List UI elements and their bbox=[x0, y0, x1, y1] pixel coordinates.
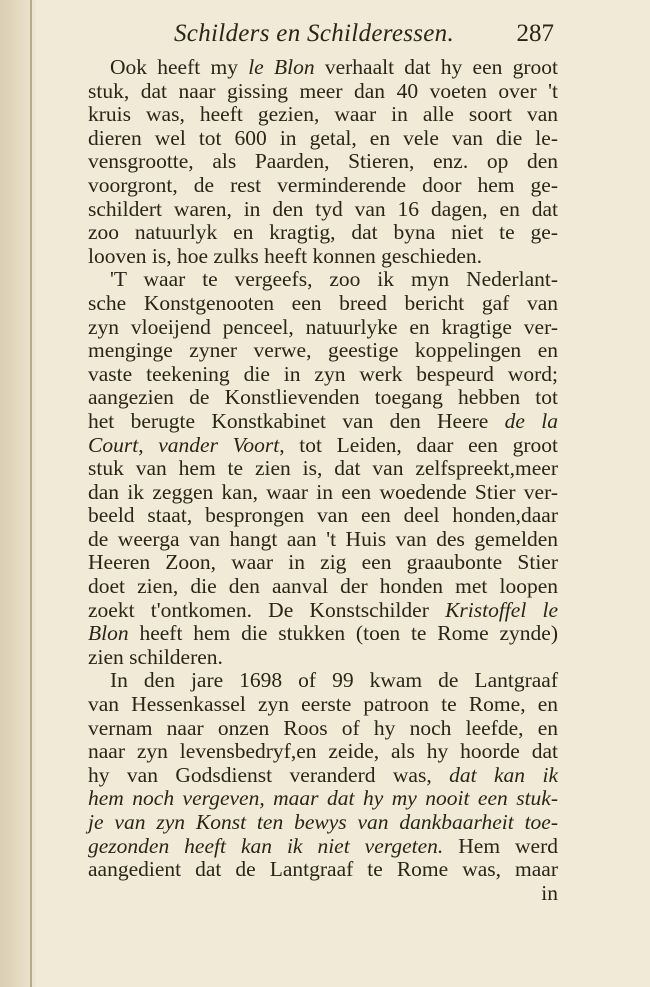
text-line bbox=[88, 434, 558, 458]
text-run: sche Konstgenooten een breed bericht gaf van bbox=[88, 290, 558, 315]
text-line bbox=[88, 56, 558, 80]
text-run: stuk van hem te zien is, dat van zelfspreekt,meer bbox=[88, 456, 558, 481]
text-line bbox=[88, 858, 558, 882]
text-line bbox=[88, 245, 558, 269]
text-line bbox=[88, 457, 558, 481]
text-line bbox=[88, 575, 558, 599]
text-run: zoekt t'ontkomen. De Konstschilder bbox=[88, 597, 446, 622]
text-line bbox=[88, 174, 558, 198]
text-run: van Hessenkassel zyn eerste patroon te Rome, en bbox=[88, 692, 558, 717]
text-run: het berugte Konstkabinet van den Heere bbox=[88, 408, 505, 433]
text-line bbox=[88, 835, 558, 859]
text-run: aangedient dat de Lantgraaf te Rome was, maar bbox=[88, 857, 558, 882]
text-run: , tot Leiden, daar een groot bbox=[279, 432, 559, 457]
italic-run: Kristoffel le bbox=[445, 597, 559, 622]
text-line bbox=[88, 221, 558, 245]
text-line bbox=[88, 693, 558, 717]
text-line bbox=[88, 481, 558, 505]
text-line bbox=[88, 80, 558, 104]
italic-run: gezonden heeft kan ik niet vergeten. bbox=[88, 833, 444, 858]
italic-run: Court bbox=[88, 432, 139, 457]
text-line bbox=[88, 363, 558, 387]
body-text bbox=[88, 56, 558, 905]
text-run: aangezien de Konstlievenden toegang hebben tot bbox=[88, 385, 558, 410]
text-run: In den jare 1698 of 99 kwam de Lantgraaf bbox=[110, 668, 558, 693]
book-page bbox=[88, 16, 558, 905]
text-run: vensgrootte, als Paarden, Stieren, enz. op den bbox=[88, 149, 558, 174]
text-run: looven is, hoe zulks heeft konnen geschieden. bbox=[88, 243, 483, 268]
italic-run: le Blon bbox=[248, 55, 315, 79]
italic-run: vander Voort bbox=[158, 432, 280, 457]
text-run: dan ik zeggen kan, waar in een woedende Stier ver- bbox=[88, 479, 558, 504]
text-run: dieren wel tot 600 in getal, en vele van die le- bbox=[88, 125, 558, 150]
text-line bbox=[88, 599, 558, 623]
text-run: voorgront, de rest verminderende door hem ge- bbox=[88, 172, 558, 197]
text-line bbox=[88, 669, 558, 693]
running-head bbox=[88, 16, 558, 56]
text-line bbox=[88, 717, 558, 741]
text-line bbox=[88, 268, 558, 292]
italic-run: de la bbox=[504, 408, 558, 433]
text-line bbox=[88, 386, 558, 410]
text-run: 'T waar te vergeefs, zoo ik myn Nederlant- bbox=[110, 267, 558, 292]
italic-run: hem noch vergeven, maar dat hy my nooit een stuk- bbox=[88, 786, 558, 811]
gutter-edge bbox=[30, 0, 32, 987]
text-line bbox=[88, 551, 558, 575]
text-line bbox=[88, 198, 558, 222]
page-number: 287 bbox=[516, 20, 554, 47]
text-line bbox=[88, 127, 558, 151]
text-run: menginge zyner verwe, geestige koppelingen en bbox=[88, 338, 558, 363]
running-title: Schilders en Schilderessen. bbox=[174, 20, 455, 47]
text-run: stuk, dat naar gissing meer dan 40 voeten over 't bbox=[88, 78, 558, 103]
text-run: kruis was, heeft gezien, waar in alle soort van bbox=[88, 102, 558, 127]
text-line bbox=[88, 103, 558, 127]
text-run: naar zyn levensbedryf,en zeide, als hy hoorde dat bbox=[88, 739, 558, 764]
text-line bbox=[88, 811, 558, 835]
text-line bbox=[88, 764, 558, 788]
text-line bbox=[88, 292, 558, 316]
text-run: vaste teekening die in zyn werk bespeurd word; bbox=[88, 361, 558, 386]
italic-run: je van zyn Konst ten bewys van dankbaarheit toe- bbox=[88, 810, 558, 834]
text-run: zoo natuurlyk en kragtig, dat byna niet te ge- bbox=[88, 220, 558, 245]
text-line bbox=[88, 339, 558, 363]
text-line bbox=[88, 740, 558, 764]
text-line bbox=[88, 787, 558, 811]
italic-run: Blon bbox=[88, 621, 129, 646]
text-run: Hem werd bbox=[443, 833, 558, 858]
text-run: heeft hem die stukken (toen te Rome zynde) bbox=[128, 621, 558, 646]
text-run: doet zien, die den aanval der honden met loopen bbox=[88, 574, 558, 599]
text-line bbox=[88, 316, 558, 340]
text-line bbox=[88, 528, 558, 552]
text-run: de weerga van hangt aan 't Huis van des gemelden bbox=[88, 526, 558, 551]
text-run: verhaalt dat hy een groot bbox=[314, 55, 559, 79]
text-run: hy van Godsdienst veranderd was, bbox=[88, 762, 450, 787]
text-line bbox=[88, 150, 558, 174]
text-run: zyn vloeijend penceel, natuurlyke en kragtige ver- bbox=[88, 314, 558, 339]
text-run: vernam naar onzen Roos of hy noch leefde, en bbox=[88, 715, 558, 740]
text-run: schildert waren, in den tyd van 16 dagen, en dat bbox=[88, 196, 558, 221]
text-line bbox=[88, 882, 558, 906]
text-run: Ook heeft my bbox=[110, 55, 249, 79]
text-line bbox=[88, 410, 558, 434]
italic-run: dat kan ik bbox=[449, 762, 558, 787]
text-run: Heeren Zoon, waar in zig een graaubonte Stier bbox=[88, 550, 558, 575]
text-line bbox=[88, 646, 558, 670]
text-line bbox=[88, 504, 558, 528]
text-run: beeld staat, besprongen van een deel honden,daar bbox=[88, 503, 558, 528]
text-line bbox=[88, 622, 558, 646]
text-run: zien schilderen. bbox=[88, 644, 223, 669]
text-run: in bbox=[541, 880, 558, 905]
text-run: , bbox=[138, 432, 159, 457]
